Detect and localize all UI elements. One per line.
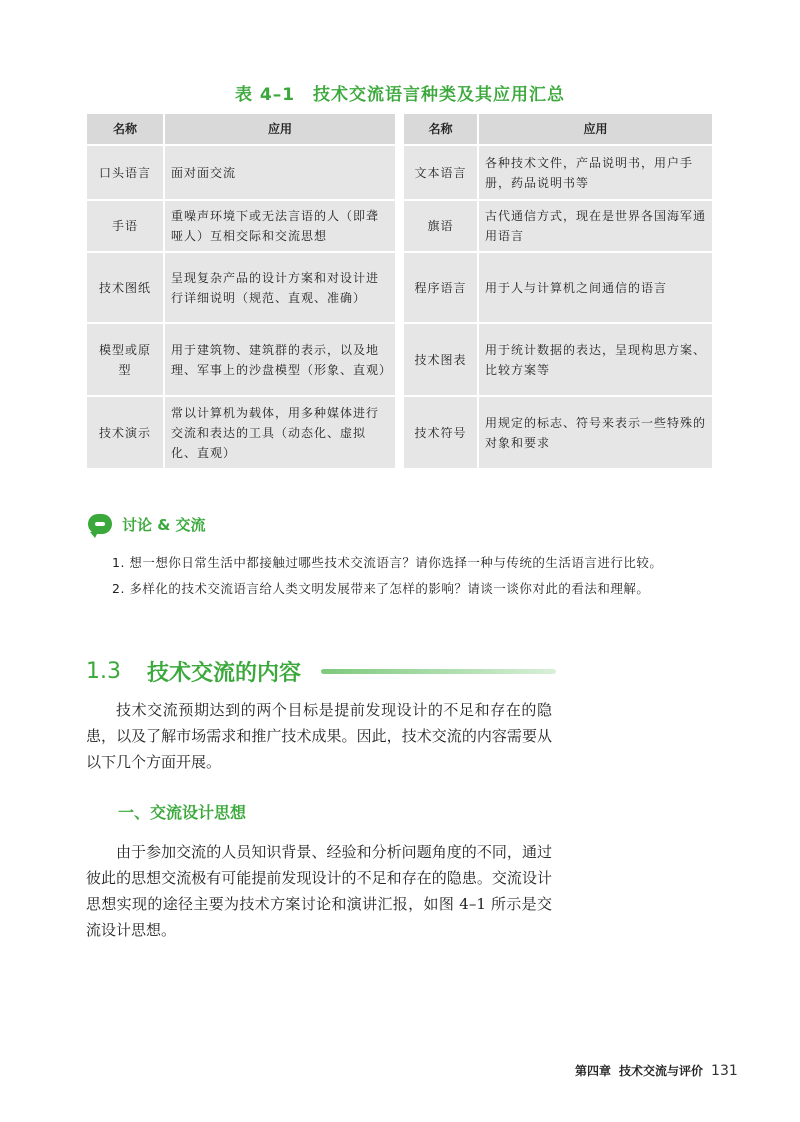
section-number: 1.3: [86, 658, 121, 684]
discussion-item: 2. 多样化的技术交流语言给人类文明发展带来了怎样的影响？请谈一谈你对此的看法和理解。: [112, 581, 650, 596]
subheading: 一、交流设计思想: [118, 803, 247, 822]
footer-chapter: 第四章: [575, 1064, 612, 1078]
table-row: [403, 323, 713, 396]
table-row: [86, 323, 396, 396]
language-application: 各种技术文件，产品说明书，用户手册，药品说明书等: [478, 145, 713, 200]
page-number: 131: [711, 1063, 738, 1079]
language-name: 技术符号: [403, 396, 478, 469]
footer-topic: 技术交流与评价: [619, 1064, 704, 1078]
language-application: 用规定的标志、符号来表示一些特殊的对象和要求: [478, 396, 713, 469]
language-name: 旗语: [403, 200, 478, 252]
language-name: 技术图表: [403, 323, 478, 396]
language-name: 手语: [86, 200, 164, 252]
body-paragraph: 技术交流预期达到的两个目标是提前发现设计的不足和存在的隐患，以及了解市场需求和推广技术成果。因此，技术交流的内容需要从以下几个方面开展。: [86, 701, 552, 771]
table-row: [86, 145, 396, 200]
body-paragraph: 由于参加交流的人员知识背景、经验和分析问题角度的不同，通过彼此的思想交流极有可能提前发现设计的不足和存在的隐患。交流设计思想实现的途径主要为技术方案讨论和演讲汇报，如图 4–1 所示是交流设计思想。: [86, 843, 552, 939]
table-right-half: [402, 112, 714, 470]
table-row: [86, 200, 396, 252]
table-row: [403, 396, 713, 469]
language-application: 古代通信方式，现在是世界各国海军通用语言: [478, 200, 713, 252]
language-name: 文本语言: [403, 145, 478, 200]
language-name: 口头语言: [86, 145, 164, 200]
discussion-item: 1. 想一想你日常生活中都接触过哪些技术交流语言？请你选择一种与传统的生活语言进行比较。: [112, 555, 663, 570]
column-header-name: 名称: [403, 113, 478, 145]
language-name: 技术图纸: [86, 252, 164, 323]
table-row: [86, 396, 396, 469]
table-row: [86, 252, 396, 323]
column-header-app: 应用: [164, 113, 396, 145]
discussion-list: [112, 550, 662, 602]
table-row: [403, 252, 713, 323]
table-left-half: [85, 112, 397, 470]
discussion-title: 讨论 & 交流: [122, 515, 206, 534]
section-title: 技术交流的内容: [147, 660, 302, 686]
language-application: 常以计算机为载体，用多种媒体进行交流和表达的工具（动态化、虚拟化、直观）: [164, 396, 396, 469]
language-application: 用于人与计算机之间通信的语言: [478, 252, 713, 323]
speech-bubble-icon: [88, 514, 112, 534]
discussion-header: [88, 512, 206, 536]
language-name: 技术演示: [86, 396, 164, 469]
table-row: [403, 200, 713, 252]
language-application: 用于统计数据的表达，呈现构思方案、比较方案等: [478, 323, 713, 396]
heading-rule: [321, 669, 556, 674]
column-header-name: 名称: [86, 113, 164, 145]
language-application: 呈现复杂产品的设计方案和对设计进行详细说明（规范、直观、准确）: [164, 252, 396, 323]
table-row: [403, 145, 713, 200]
column-header-app: 应用: [478, 113, 713, 145]
language-table: [85, 112, 714, 470]
table-caption: 表 4–1 技术交流语言种类及其应用汇总: [234, 85, 566, 105]
language-name: 程序语言: [403, 252, 478, 323]
section-heading: [86, 653, 556, 689]
language-name: 模型或原型: [86, 323, 164, 396]
page-footer: [575, 1062, 738, 1079]
language-application: 重噪声环境下或无法言语的人（即聋哑人）互相交际和交流思想: [164, 200, 396, 252]
language-application: 面对面交流: [164, 145, 396, 200]
language-application: 用于建筑物、建筑群的表示，以及地理、军事上的沙盘模型（形象、直观）: [164, 323, 396, 396]
